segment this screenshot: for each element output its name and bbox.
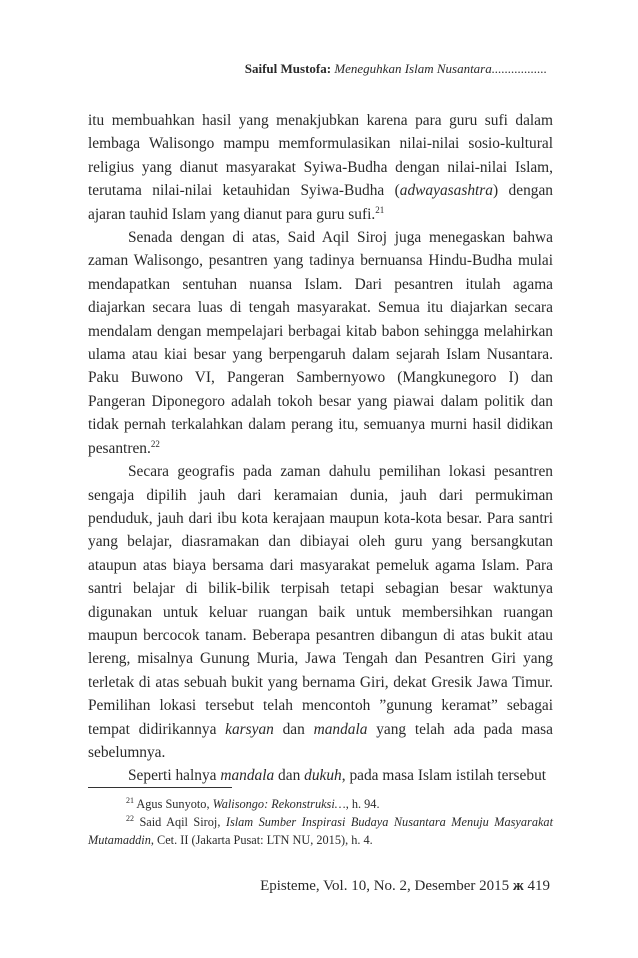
term-karsyan: karsyan — [225, 720, 274, 738]
footnote-ref-21[interactable]: 21 — [375, 204, 385, 215]
footnote-text: Said Aqil Siroj, — [139, 815, 226, 829]
paragraph-2 — [88, 226, 553, 460]
header-author: Saiful Mustofa: — [244, 61, 332, 76]
footnote-number: 22 — [126, 814, 134, 823]
paragraph-2-text: Senada dengan di atas, Said Aqil Siroj juga menegaskan bahwa zaman Walisongo, pesantren yang tadinya bernuansa Hindu-Budha mulai mendapatkan sentuhan nuansa Islam. Dari pesantren itulah agama diajarkan secara luas di tengah masyarakat. Semua itu diajarkan secara mendalam dengan mempelajari berbagai kitab babon sehingga melahirkan ulama atau kiai besar yang berpengaruh dalam sejarah Islam Nusantara. Paku Buwono VI, Pangeran Sambernyowo (Mangkunegoro I) dan Pangeran Diponegoro adalah tokoh besar yang piawai dalam politik dan tidak pernah terkalahkan dalam perang itu, semuanya murni hasil didikan pesantren. — [88, 229, 553, 457]
paragraph-1 — [88, 109, 553, 226]
footnote-text: Agus Sunyoto, — [136, 797, 213, 811]
footnote-number: 21 — [126, 796, 134, 805]
ornament-icon: ж — [512, 878, 524, 894]
journal-name: Episteme, — [260, 878, 320, 894]
paragraph-3-end: yang telah ada pada masa sebelumnya. — [88, 720, 553, 761]
footnote-citation: , Cet. II (Jakarta Pusat: LTN NU, 2015), h. 4. — [150, 833, 373, 847]
paragraph-4-text: Seperti halnya — [128, 767, 221, 785]
footnote-book-title: Walisongo: Rekonstruksi… — [212, 797, 346, 811]
main-text — [88, 109, 553, 788]
footnotes — [88, 795, 553, 849]
footnote-citation: , h. 94. — [345, 797, 380, 811]
term-mandala: mandala — [313, 720, 368, 738]
paragraph-4-connector: dan — [274, 767, 305, 785]
paragraph-3 — [88, 460, 553, 764]
paragraph-3-text: Secara geografis pada zaman dahulu pemilihan lokasi pesantren sengaja dipilih jauh dari keramaian dunia, jauh dari permukiman penduduk, jauh dari ibu kota kerajaan maupun kota-kota besar. Para santri yang belajar, diasramakan dan dibiayai oleh guru yang bersangkutan ataupun atas biaya bersama dari masyarakat pemeluk agama Islam. Para santri belajar di bilik-bilik terpisah tetapi sebagian besar waktunya digunakan untuk keluar ruangan baik untuk membersihkan ruangan maupun bercocok tanam. Beberapa pesantren dibangun di atas bukit atau lereng, misalnya Gunung Muria, Jawa Tengah dan Pesantren Giri yang terletak di atas sebuah bukit yang bernama Giri, dekat Gresik Jawa Timur. Pemilihan lokasi tersebut telah mencontoh ”gunung keramat” sebagai tempat didirikannya — [88, 463, 553, 738]
footnote-divider — [88, 787, 232, 788]
term-dukuh: dukuh — [304, 767, 342, 785]
footnote-ref-22[interactable]: 22 — [150, 438, 160, 449]
paragraph-1-text-end: ) dengan ajaran tauhid Islam yang dianut para guru sufi. — [88, 182, 553, 223]
running-header — [245, 61, 547, 77]
paragraph-4-end: , pada masa Islam istilah tersebut — [341, 767, 547, 785]
footnote-book-title: Islam Sumber Inspirasi Budaya Nusantara Menuju Masyarakat Mutamaddin — [88, 815, 553, 847]
term-mandala-2: mandala — [220, 767, 275, 785]
paragraph-4 — [88, 764, 553, 787]
footnote-22 — [88, 813, 553, 849]
page-number: 419 — [523, 878, 550, 894]
footnote-21 — [88, 795, 553, 813]
header-title: Meneguhkan Islam Nusantara................. — [334, 61, 547, 76]
journal-details: Vol. 10, No. 2, Desember 2015 — [319, 878, 513, 894]
page-footer — [260, 878, 550, 895]
paragraph-3-connector: dan — [273, 720, 314, 738]
paragraph-1-text: itu membuahkan hasil yang menakjubkan karena para guru sufi dalam lembaga Walisongo mampu memformulasikan nilai-nilai sosio-kultural religius yang dianut masyarakat Syiwa-Budha dengan nilai-nilai Islam, terutama nilai-nilai ketauhidan Syiwa-Budha ( — [88, 112, 553, 200]
term-adwayasashtra: adwayasashtra — [399, 182, 493, 200]
